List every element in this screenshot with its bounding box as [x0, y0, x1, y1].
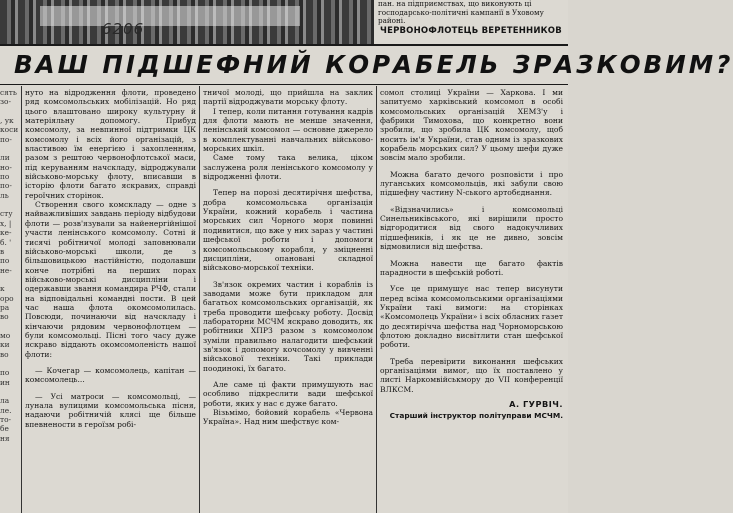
fragment-line: бе: [0, 424, 9, 434]
paragraph-gap: [203, 373, 373, 380]
fragment-line: [0, 387, 20, 396]
fragment-line: ке-: [0, 228, 12, 238]
fragment-line: во: [0, 349, 9, 359]
paragraph: — Усі матроси — комсомольці, — лунала вулицями комсомольська пісня, надаючи робітничій клясі ще більше впевнености в героїзм робі-: [25, 391, 196, 429]
fragment-line: сту: [0, 209, 13, 219]
fragment-line: в: [0, 246, 5, 256]
fragment-line: зо-: [0, 97, 11, 107]
column-3: [380, 88, 563, 512]
fragment-line: не-: [0, 265, 12, 275]
fragment-line: ль: [0, 190, 9, 200]
divider: [0, 84, 568, 85]
column-rule: [199, 86, 200, 513]
fragment-line: [0, 200, 20, 209]
fragment-line: [0, 322, 20, 331]
paragraph: Створення свого комскладу — одне з найважливіших завдань періоду відбудови флоти — розв'язували за найенергійнішої участи ленінського комсомолу. Сотні й тисячі робітничої молоді заповнювали військово-морські школи, де з більшовицькою настійністю, подолавши конче потрібні на перших порах військово-морські дисципліни і одержавши звання командира РЧФ, стали на відповідальні командні пости. В цей час наша флота окомсомолилась. Повсюди, починаючи від начскладу і кінчаючи рядовим червонофлотцем — були комсомольці. Пісні того часу дуже яскраво віддають окомсомоленість нашої флоти:: [25, 200, 196, 359]
fragment-line: по: [0, 368, 10, 378]
paragraph: Можна навести ще багато фактів парадности в шефській роботі.: [380, 258, 563, 277]
paragraph: — Кочегар — комсомолець, капітан — комсомолець...: [25, 365, 196, 385]
divider: [0, 44, 568, 46]
author-signature: А. ГУРВІЧ.: [509, 398, 563, 409]
fragment-line: по: [0, 172, 10, 182]
fragment-line: ня: [0, 433, 10, 443]
column-rule: [21, 86, 22, 513]
previous-article-tail: пан. на підприємствах, що виконують ці господарсько-політичні кампанії в Уховому районі.: [378, 0, 544, 26]
author-title: Старший інструктор політуправи МСЧМ.: [389, 411, 563, 421]
fragment-line: [0, 359, 20, 368]
paragraph-gap: [380, 198, 563, 205]
paragraph-gap: [203, 181, 373, 188]
paragraph: Але саме ці факти примушують нас особливо підкреслити вади шефської роботи, яких у нас є дуже багато.: [203, 379, 373, 408]
fragment-line: ла: [0, 396, 10, 406]
paragraph: сомол столиці України — Харкова. І ми запитуємо харківський комсомол в особі комсомольських організацій ХЕМЗ'у і фабрики Тимохова, що конкретно вони зробили, що зробила ЦК комсомолу, щоб носить ім'я України, став одним із зразкових корабель морських сил? У цьому шефи дуже зовсім мало зробили.: [380, 88, 563, 163]
paragraph-gap: [380, 252, 563, 259]
fragment-line: ра: [0, 302, 10, 312]
paragraph: нуто на відродження флоти, проведено ряд комсомольських мобілізацій. Но ряд цього влаштовано широку культурну й матеріяльну допомогу. Прибуд комсомолу, за невпинної підтримки ЦК комсомолу і всіх його організацій, з властивою їм енергією і захопленням, разом з рештою червонофлотської маси, під керуванням начскладу, відроджували військово-морську флоту, вписавши в історію флоти багато яскравих, справді героїчних сторінок.: [25, 88, 196, 200]
paragraph-gap: [25, 385, 196, 392]
fragment-line: ле.: [0, 405, 12, 415]
paragraph: Треба перевірити виконання шефських організаціями вимог, що їх поставлено у листі Наркомвійськмору до VII конференції ВЛКСМ.: [380, 356, 563, 394]
paragraph: Візьмімо, бойовий корабель «Червона Україна». Над ним шефствує ком-: [203, 408, 373, 427]
column-1: [25, 88, 196, 512]
paragraph: Зв'язок окремих частин і кораблів із заводами може бути прикладом для багатьох комсомольських організацій, як треба проводити шефську роботу. Досвід лабораторни МСЧМ яскраво доводить, як робітники ХПРЗ разом з комсомолом зуміли правильно налагодити шефський зв'язок і допомогу кочсомолу у вивченні військової техніки. Такі приклади поодинокі, їх багато.: [203, 279, 373, 373]
fragment-line: [0, 107, 20, 116]
fragment-line: ин: [0, 377, 10, 387]
fragment-line: по-: [0, 134, 12, 144]
fragment-line: б. ': [0, 237, 12, 247]
fragment-line: к: [0, 284, 5, 294]
fragment-line: во: [0, 312, 9, 322]
fragment-line: х, |: [0, 218, 12, 228]
paragraph: Усе це примушує нас тепер висунути перед всіма комсомольськими організаціями України такі вимоги: на сторінках «Комсомолець України» і всіх обласних газет до десятирічча шефства над Чорноморською флотою докладно висвітлити стан шефської роботи.: [380, 284, 563, 350]
paragraph: Саме тому така велика, ціком заслужена роля ленінського комсомолу у відродженні флоти.: [203, 153, 373, 182]
fragment-line: сять: [0, 88, 17, 97]
fragment-line: то-: [0, 415, 12, 425]
archive-stamp: 6206: [102, 20, 145, 38]
fragment-line: по: [0, 256, 10, 266]
left-column-fragments: [0, 88, 20, 443]
fragment-line: оро: [0, 293, 14, 303]
headline: ВАШ ПІДШЕФНИЙ КОРАБЕЛЬ ЗРАЗКОВИМ?: [14, 50, 733, 79]
paragraph: «Відзначились» і комсомольці Синельниківського, які вирішили просто відгородитися від свого надокучливих підшефників, і як це не дивно, зовсім відмовилися від шефства.: [380, 204, 563, 252]
fragment-line: [0, 275, 20, 284]
fragment-line: мо: [0, 330, 11, 340]
paragraph-gap: [380, 277, 563, 284]
paragraph-gap: [380, 350, 563, 357]
paragraph-gap: [380, 163, 563, 170]
fragment-line: ки: [0, 340, 10, 350]
halftone-photo: [0, 0, 374, 44]
fragment-line: по-: [0, 181, 12, 191]
fragment-line: коси: [0, 125, 19, 135]
column-rule: [376, 86, 377, 513]
fragment-line: [0, 144, 20, 153]
paragraph: Можна багато дечого розповісти і про луганських комсомольців, які забули свою підшефну частину N-ського артобєднання.: [380, 169, 563, 198]
column-2: [203, 88, 373, 512]
paragraph-gap: [203, 273, 373, 280]
paragraph: Тепер на порозі десятирічня шефства, добра комсомольська організація України, кожний корабель і частина морських сил Чорного моря повинні подивитися, що вже у них зараз у частині шефської роботи і допомоги комсомольському корабля, у зміцненні дисципліни, опановані складної військово-морської техніки.: [203, 188, 373, 273]
paragraph: тничої молоді, що прийшла на заклик партії відроджувати морську флоту.: [203, 88, 373, 107]
previous-article-signature: ЧЕРВОНОФЛОТЕЦЬ ВЕРЕТЕННИКОВ: [380, 26, 562, 36]
fragment-line: ли: [0, 153, 10, 163]
paragraph-gap: [25, 359, 196, 366]
paragraph: І тепер, коли питання готування кадрів для флоти мають не менше значення, ленінський комсомол — основне джерело в комплектуванні навчальних військово-морських шкіл.: [203, 106, 373, 154]
fragment-line: но-: [0, 162, 12, 172]
fragment-line: , ук: [0, 116, 14, 126]
